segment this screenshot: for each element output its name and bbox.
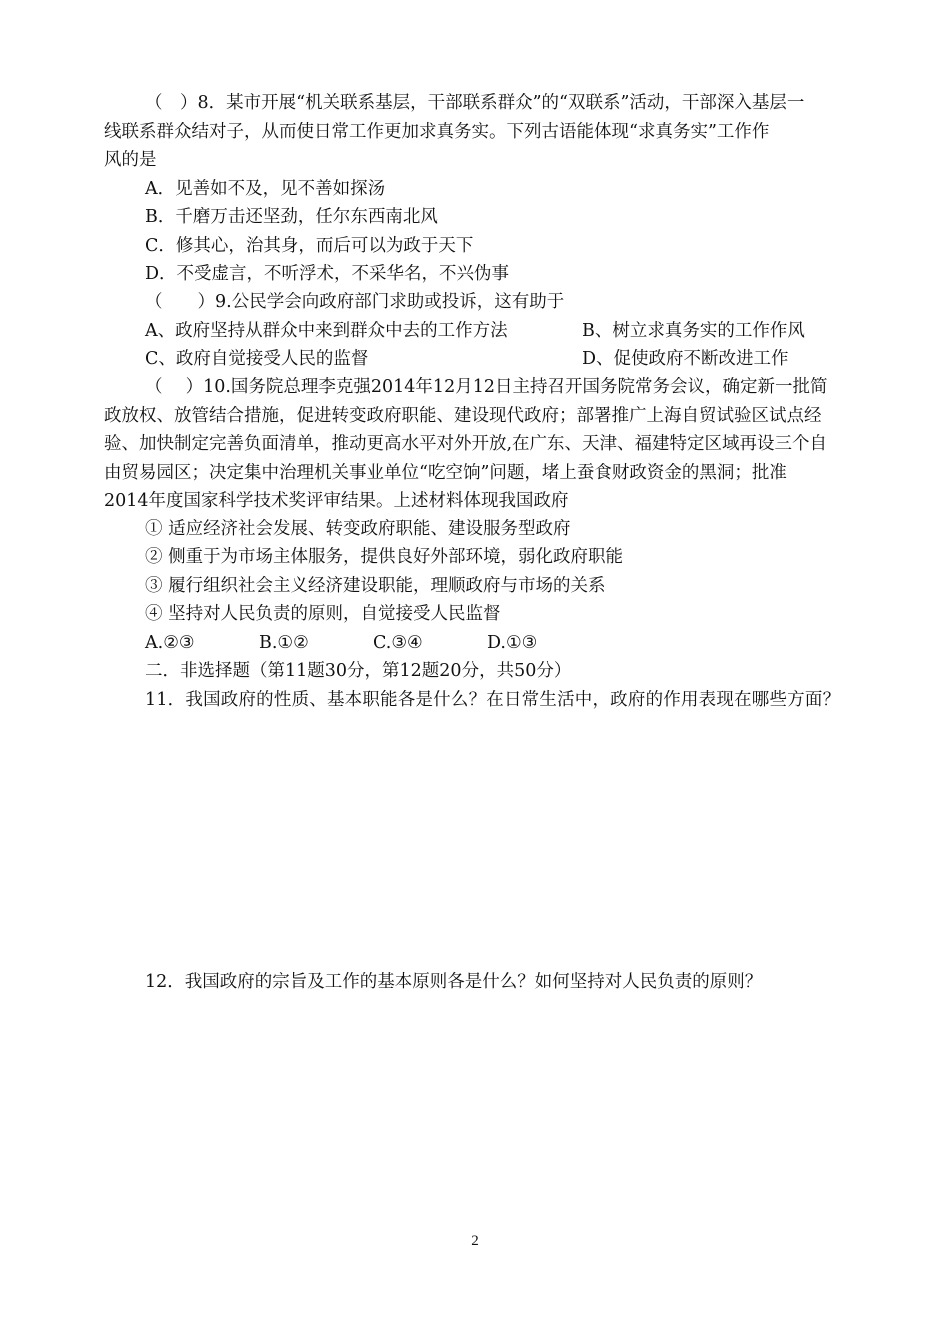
q9-option-d: D、促使政府不断改进工作 [582, 349, 789, 369]
q12-prompt: 12．我国政府的宗旨及工作的基本原则各是什么？如何坚持对人民负责的原则？ [145, 972, 763, 992]
q8-stem-line-1: （ ）8．某市开展“机关联系基层，干部联系群众”的“双联系”活动，干部深入基层一 [145, 93, 805, 113]
q8-stem-line-2: 线联系群众结对子，从而使日常工作更加求真务实。下列古语能体现“求真务实”工作作 [104, 122, 770, 142]
q10-stem-line-5: 2014年度国家科学技术奖评审结果。上述材料体现我国政府 [104, 491, 569, 511]
section-2-heading: 二．非选择题（第11题30分，第12题20分，共50分） [145, 661, 572, 681]
q8-option-a: A．见善如不及，见不善如探汤 [145, 179, 386, 199]
q10-statement-1: ① 适应经济社会发展、转变政府职能、建设服务型政府 [145, 519, 571, 539]
q8-option-b: B．千磨万击还坚劲，任尔东西南北风 [145, 207, 438, 227]
q9-option-c: C、政府自觉接受人民的监督 [145, 349, 369, 369]
q10-choice-d: D.①③ [487, 633, 538, 653]
q10-stem-line-4: 由贸易园区；决定集中治理机关事业单位“吃空饷”问题，堵上蚕食财政资金的黑洞；批准 [104, 463, 787, 483]
q10-choices [145, 629, 601, 657]
q10-statement-3: ③ 履行组织社会主义经济建设职能，理顺政府与市场的关系 [145, 576, 606, 596]
q10-choice-a: A.②③ [145, 633, 195, 653]
q11-prompt: 11．我国政府的性质、基本职能各是什么？在日常生活中，政府的作用表现在哪些方面？ [145, 690, 841, 710]
q10-choice-b: B.①② [259, 633, 309, 653]
q10-stem-line-1: （ ）10.国务院总理李克强2014年12月12日主持召开国务院常务会议，确定新一批简 [145, 377, 828, 397]
q10-choice-c: C.③④ [373, 633, 423, 653]
q9-option-b: B、树立求真务实的工作作风 [582, 321, 805, 341]
q10-stem-line-3: 验、加快制定完善负面清单，推动更高水平对外开放,在广东、天津、福建特定区域再设三个自 [104, 434, 828, 454]
q9-option-a: A、政府坚持从群众中来到群众中去的工作方法 [145, 321, 508, 341]
q10-statement-2: ② 侧重于为市场主体服务，提供良好外部环境，弱化政府职能 [145, 547, 624, 567]
q8-stem-line-3: 风的是 [104, 150, 157, 170]
q9-stem: （ ）9.公民学会向政府部门求助或投诉，这有助于 [145, 292, 565, 312]
page-number: 2 [471, 1233, 479, 1249]
q10-stem-line-2: 政放权、放管结合措施，促进转变政府职能、建设现代政府；部署推广上海自贸试验区试点经 [104, 406, 822, 426]
q10-statement-4: ④ 坚持对人民负责的原则，自觉接受人民监督 [145, 604, 501, 624]
q8-option-d: D．不受虚言，不听浮术，不采华名，不兴伪事 [145, 264, 510, 284]
q8-option-c: C．修其心，治其身，而后可以为政于天下 [145, 236, 474, 256]
